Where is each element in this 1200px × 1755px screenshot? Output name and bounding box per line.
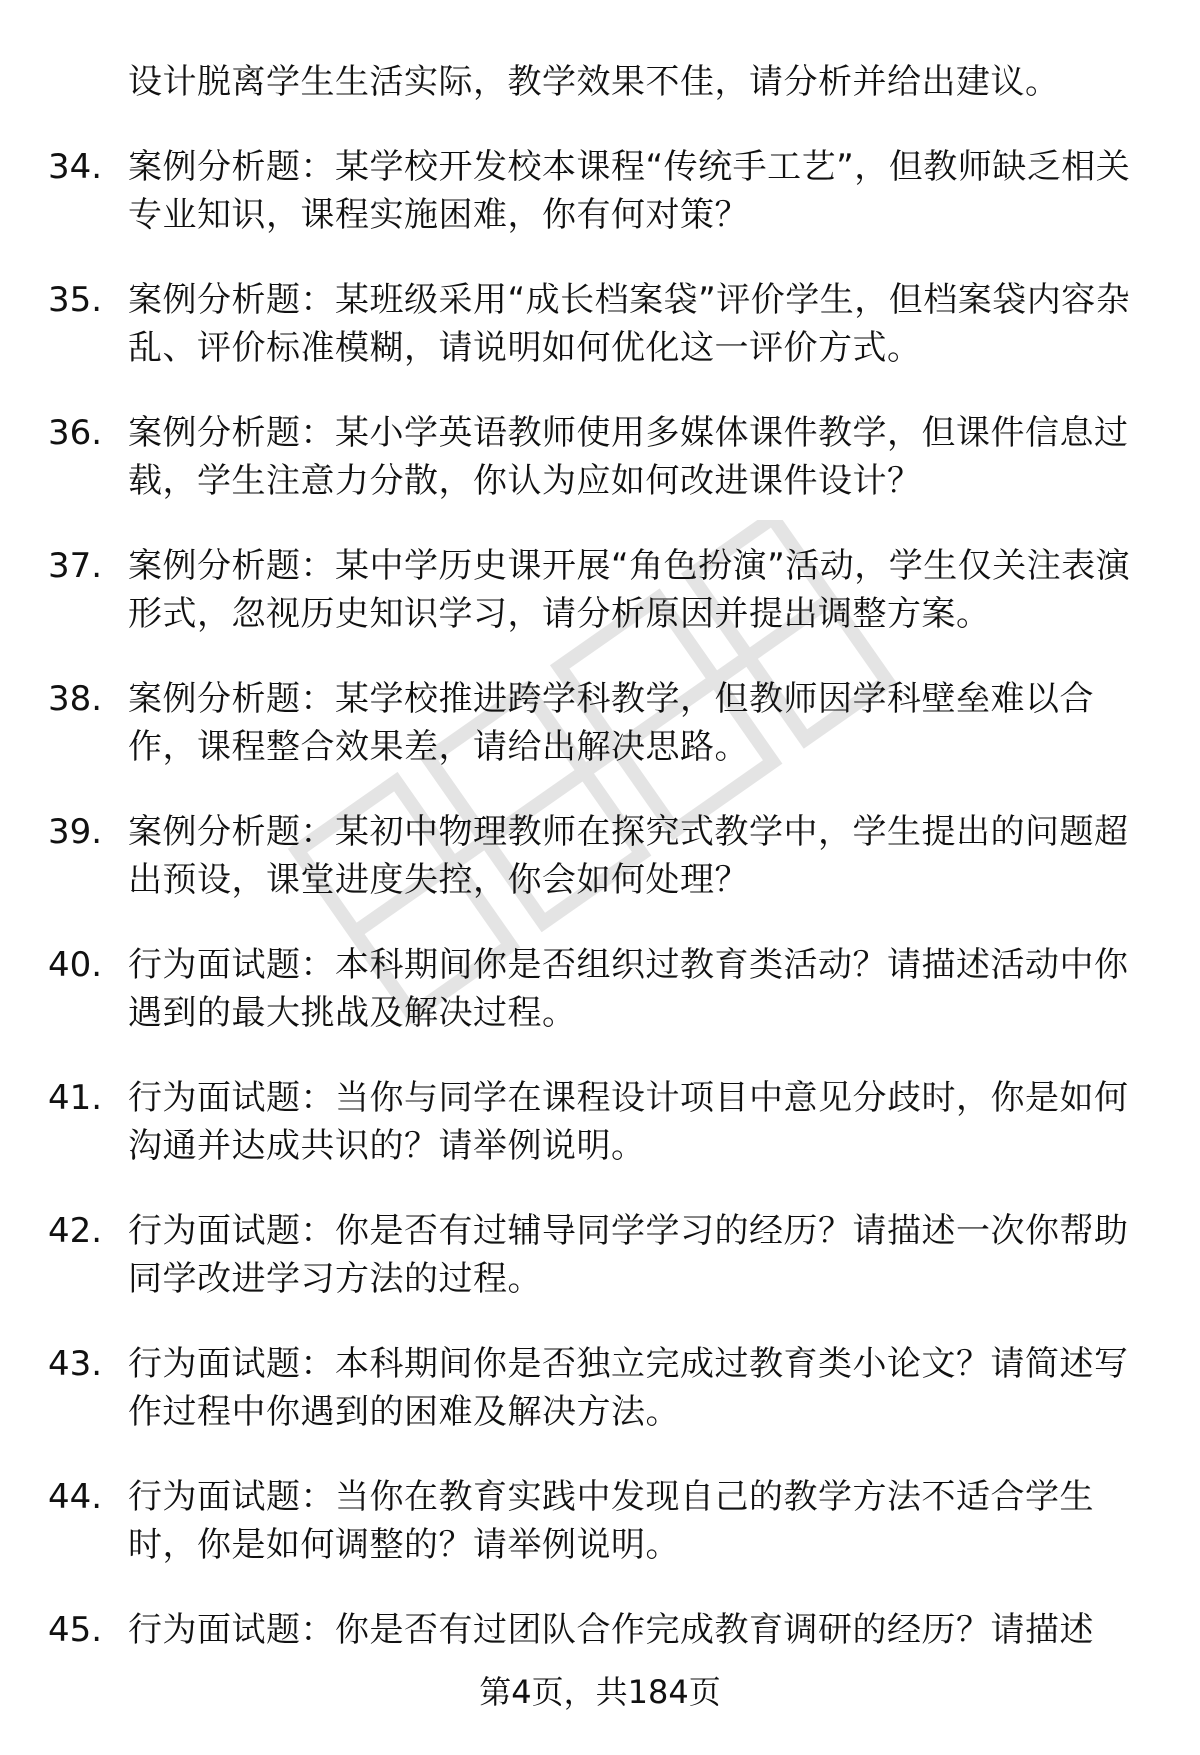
question-item: [0, 143, 1200, 276]
question-text: 案例分析题：某学校推进跨学科教学，但教师因学科壁垒难以合作，课程整合效果差，请给出解决思路。: [128, 679, 1094, 767]
question-number: 42.: [48, 1211, 103, 1251]
question-item: [0, 941, 1200, 1074]
question-item: [0, 276, 1200, 409]
question-text: 案例分析题：某小学英语教师使用多媒体课件教学，但课件信息过载，学生注意力分散，你认为应如何改进课件设计？: [128, 413, 1129, 501]
question-text: 行为面试题：你是否有过辅导同学学习的经历？请描述一次你帮助同学改进学习方法的过程。: [128, 1211, 1129, 1299]
question-text: 案例分析题：某学校开发校本课程“传统手工艺”，但教师缺乏相关专业知识，课程实施困难，你有何对策？: [128, 147, 1131, 235]
question-item: [0, 808, 1200, 941]
question-item: [0, 1473, 1200, 1606]
question-item: [0, 1074, 1200, 1207]
question-number: 40.: [48, 945, 103, 985]
question-item: [0, 1340, 1200, 1473]
question-text: 行为面试题：当你在教育实践中发现自己的教学方法不适合学生时，你是如何调整的？请举例说明。: [128, 1477, 1094, 1565]
continuation-text: 设计脱离学生生活实际，教学效果不佳，请分析并给出建议。: [128, 62, 1060, 102]
question-item: [0, 675, 1200, 808]
page-number-footer: 第4页，共184页: [479, 1673, 721, 1711]
question-item: [0, 409, 1200, 542]
question-number: 38.: [48, 679, 103, 719]
question-number: 44.: [48, 1477, 103, 1517]
question-list: [0, 143, 1200, 1739]
question-item: [0, 542, 1200, 675]
question-text: 行为面试题：你是否有过团队合作完成教育调研的经历？请描述: [128, 1610, 1094, 1650]
question-text: 案例分析题：某初中物理教师在探究式教学中，学生提出的问题超出预设，课堂进度失控，你会如何处理？: [128, 812, 1129, 900]
question-text: 行为面试题：当你与同学在课程设计项目中意见分歧时，你是如何沟通并达成共识的？请举例说明。: [128, 1078, 1129, 1166]
question-number: 41.: [48, 1078, 103, 1118]
question-number: 34.: [48, 147, 103, 187]
question-text: 案例分析题：某班级采用“成长档案袋”评价学生，但档案袋内容杂乱、评价标准模糊，请说明如何优化这一评价方式。: [128, 280, 1131, 368]
question-number: 45.: [48, 1610, 103, 1650]
question-number: 37.: [48, 546, 103, 586]
question-text: 案例分析题：某中学历史课开展“角色扮演”活动，学生仅关注表演形式，忽视历史知识学习，请分析原因并提出调整方案。: [128, 546, 1131, 634]
question-text: 行为面试题：本科期间你是否组织过教育类活动？请描述活动中你遇到的最大挑战及解决过程。: [128, 945, 1129, 1033]
question-number: 35.: [48, 280, 103, 320]
question-text: 行为面试题：本科期间你是否独立完成过教育类小论文？请简述写作过程中你遇到的困难及解决方法。: [128, 1344, 1129, 1432]
question-number: 43.: [48, 1344, 103, 1384]
question-number: 36.: [48, 413, 103, 453]
question-number: 39.: [48, 812, 103, 852]
question-item: [0, 1207, 1200, 1340]
